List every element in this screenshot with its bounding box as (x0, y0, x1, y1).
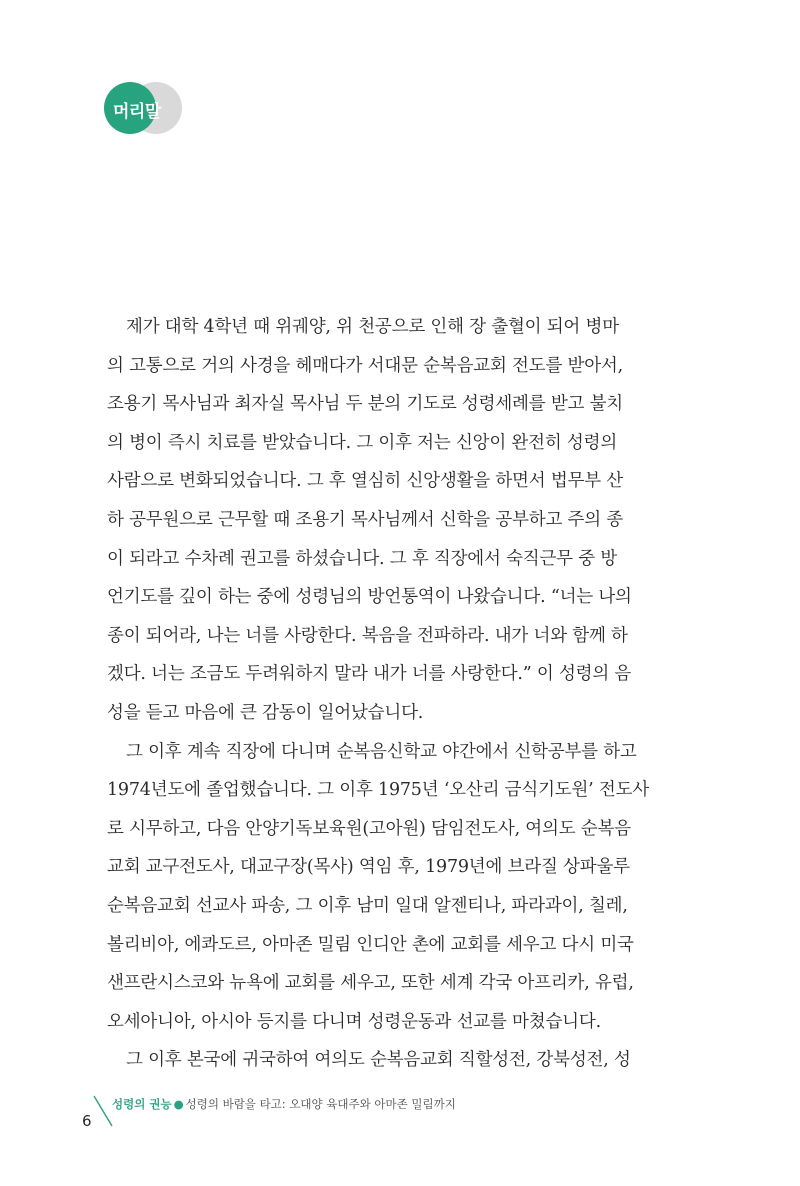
body-text (107, 308, 683, 1080)
paragraph-line: 의 고통으로 거의 사경을 헤매다가 서대문 순복음교회 전도를 받아서, (107, 355, 624, 376)
paragraph-line: 교회 교구전도사, 대교구장(목사) 역임 후, 1979년에 브라질 상파울루 (107, 857, 630, 878)
paragraph-line: 오세아니아, 아시아 등지를 다니며 성령운동과 선교를 마쳤습니다. (107, 1011, 601, 1032)
paragraph-line: 종이 되어라, 나는 너를 사랑한다. 복음을 전파하라. 내가 너와 함께 하 (107, 625, 628, 646)
paragraph-line: 이 되라고 수차례 권고를 하셨습니다. 그 후 직장에서 숙직근무 중 방 (107, 548, 618, 569)
page-footer (82, 1094, 682, 1134)
paragraph-line: 그 이후 본국에 귀국하여 여의도 순복음교회 직할성전, 강북성전, 성 (126, 1050, 631, 1071)
paragraph-line: 제가 대학 4학년 때 위궤양, 위 천공으로 인해 장 출혈이 되어 병마 (126, 317, 619, 337)
section-title: 머리말 (113, 102, 161, 122)
page-number: 6 (82, 1112, 92, 1130)
section-badge (104, 82, 194, 134)
paragraph-line: 순복음교회 선교사 파송, 그 이후 남미 일대 알젠티나, 파라과이, 칠레, (107, 895, 628, 916)
paragraph-line: 샌프란시스코와 뉴욕에 교회를 세우고, 또한 세계 각국 아프리카, 유럽, (107, 973, 634, 994)
paragraph-line: 조용기 목사님과 최자실 목사님 두 분의 기도로 성령세례를 받고 불치 (107, 394, 624, 415)
paragraph-line: 겠다. 너는 조금도 두려워하지 말라 내가 너를 사랑한다.” 이 성령의 음 (107, 664, 632, 685)
paragraph-line: 볼리비아, 에콰도르, 아마존 밀림 인디안 촌에 교회를 세우고 다시 미국 (107, 934, 634, 955)
paragraph-line: 1974년도에 졸업했습니다. 그 이후 1975년 ‘오산리 금식기도원’ 전도사 (107, 780, 650, 801)
paragraph-line: 로 시무하고, 다음 안양기독보육원(고아원) 담임전도사, 여의도 순복음 (107, 818, 631, 839)
book-subtitle: 성령의 바람을 타고: 오대양 육대주와 아마존 밀림까지 (185, 1097, 456, 1111)
paragraph-line: 사람으로 변화되었습니다. 그 후 열심히 신앙생활을 하면서 법무부 산 (107, 471, 624, 492)
paragraph-line: 성을 듣고 마음에 큰 감동이 일어났습니다. (107, 702, 424, 723)
paragraph-line: 의 병이 즉시 치료를 받았습니다. 그 이후 저는 신앙이 완전히 성령의 (107, 432, 618, 453)
bullet-separator: ● (173, 1097, 184, 1111)
book-title: 성령의 권능 (112, 1097, 172, 1111)
paragraph-line: 언기도를 깊이 하는 중에 성령님의 방언통역이 나왔습니다. “너는 나의 (107, 587, 632, 608)
paragraph-line: 그 이후 계속 직장에 다니며 순복음신학교 야간에서 신학공부를 하고 (126, 741, 637, 762)
running-header (112, 1096, 456, 1112)
paragraph-line: 하 공무원으로 근무할 때 조용기 목사님께서 신학을 공부하고 주의 종 (107, 509, 624, 530)
